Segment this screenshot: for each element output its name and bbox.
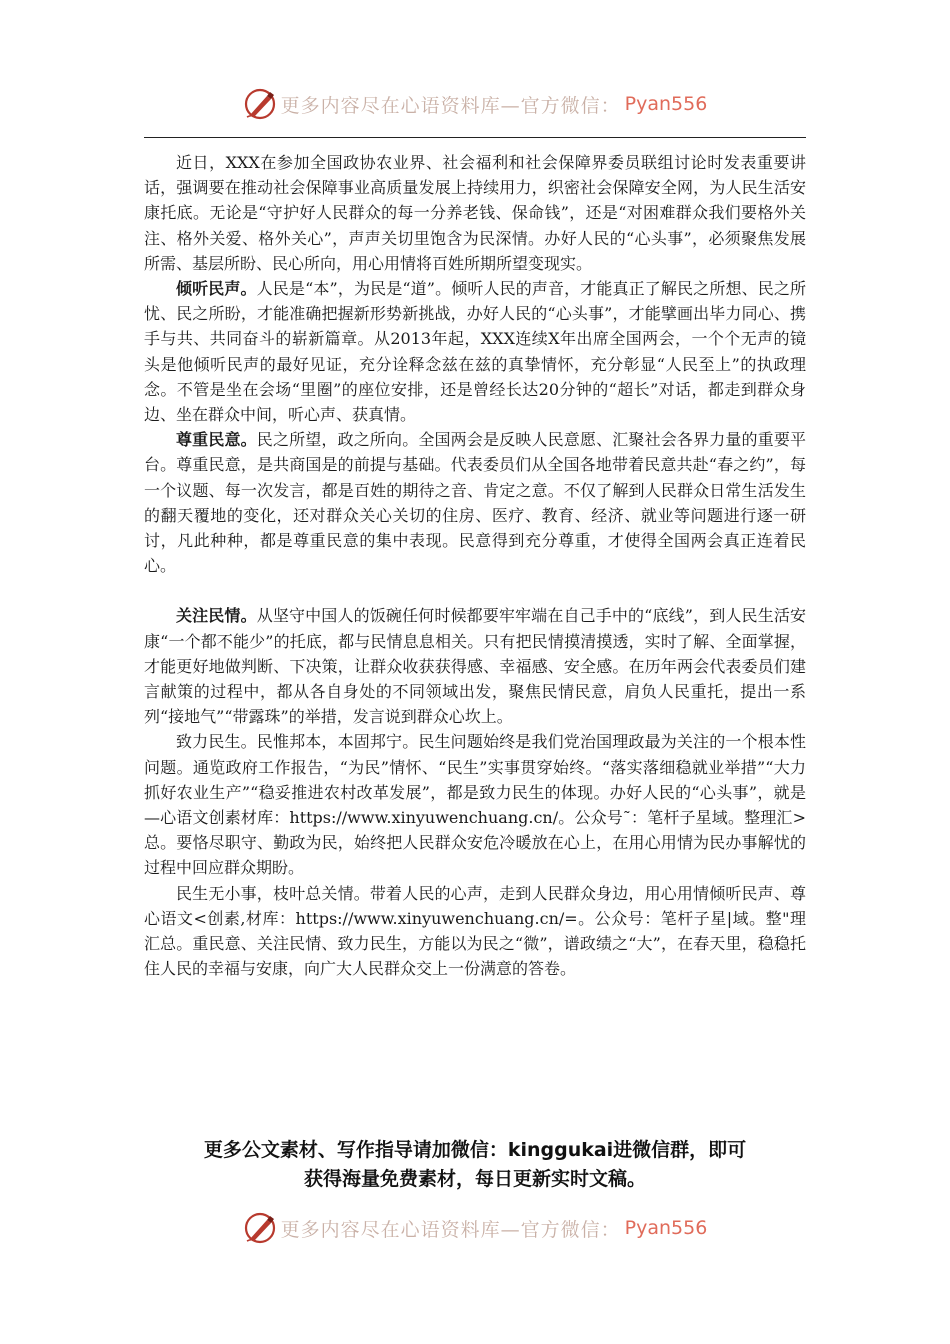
article-body <box>144 150 806 982</box>
paragraph-heading: 尊重民意。 <box>176 430 257 450</box>
header-divider <box>144 137 806 138</box>
paragraph-respect: 尊重民意。民之所望，政之所向。全国两会是反映人民意愿、汇聚社会各界力量的重要平台。尊重民意，是共商国是的前提与基础。代表委员们从全国各地带着民意共赴“春之约”，每一个议题、每一次发言，都是百姓的期待之音、肯定之意。不仅了解到人民群众日常生活发生的翻天覆地的变化，还对群众关心关切的住房、医疗、教育、经济、就业等问题进行逐一研讨，凡此种种，都是尊重民意的集中表现。民意得到充分尊重，才使得全国两会真正连着民心。 <box>144 430 806 576</box>
promo-note <box>120 1136 830 1194</box>
footer-wechat-id: Pyan556 <box>624 1217 708 1239</box>
pen-logo-icon <box>243 87 277 121</box>
paragraph-heading: 关注民情。 <box>176 606 257 626</box>
header-wechat-id: Pyan556 <box>624 93 708 115</box>
paragraph-listen: 倾听民声。人民是“本”，为民是“道”。倾听人民的声音，才能真正了解民之所想、民之所忧、民之所盼，才能准确把握新形势新挑战，办好人民的“心头事”，才能擘画出毕力同心、携手与共、共同奋斗的崭新篇章。从2013年起，XXX连续X年出席全国两会，一个个无声的镜头是他倾听民声的最好见证，充分诠释念兹在兹的真挚情怀，充分彰显“人民至上”的执政理念。不管是坐在会场“里圈”的座位安排，还是曾经长达20分钟的“超长”对话，都走到群众身边、坐在群众中间，听心声、获真情。 <box>144 279 806 425</box>
promo-line-1: 更多公文素材、写作指导请加微信：kinggukai进微信群，即可 <box>203 1139 747 1161</box>
footer-watermark <box>0 1208 950 1248</box>
pen-logo-icon <box>243 1211 277 1245</box>
paragraph-heading: 倾听民声。 <box>176 279 257 299</box>
paragraph-intro: 近日，XXX在参加全国政协农业界、社会福利和社会保障界委员联组讨论时发表重要讲话，强调要在推动社会保障事业高质量发展上持续用力，织密社会保障安全网，为人民生活安康托底。无论是“守护好人民群众的每一分养老钱、保命钱”，还是“对困难群众我们要格外关注、格外关爱、格外关心”，声声关切里饱含为民深情。办好人民的“心头事”，必须聚焦发展所需、基层所盼、民心所向，用心用情将百姓所期所望变现实。 <box>144 153 806 273</box>
promo-line-2: 获得海量免费素材，每日更新实时文稿。 <box>303 1168 646 1190</box>
paragraph-livelihood: 致力民生。民惟邦本，本固邦宁。民生问题始终是我们党治国理政最为关注的一个根本性问题。通览政府工作报告，“为民”情怀、“民生”实事贯穿始终。“落实落细稳就业举措”“大力抓好农业生产”“稳妥推进农村改革发展”，都是致力民生的体现。办好人民的“心头事”，就是—心语文创素材库：https://www.xinyuwenchuang.cn/。公众号˜：笔杆子星域。整理汇>总。要恪尽职守、勤政为民，始终把人民群众安危冷暖放在心上，在用心用情为民办事解忧的过程中回应群众期盼。 <box>144 732 806 878</box>
footer-watermark-text: 更多内容尽在心语资料库—官方微信： <box>280 1218 621 1241</box>
paragraph-concern: 关注民情。从坚守中国人的饭碗任何时候都要牢牢端在自己手中的“底线”，到人民生活安康“一个都不能少”的托底，都与民情息息相关。只有把民情摸清摸透，实时了解、全面掌握，才能更好地做判断、下决策，让群众收获获得感、幸福感、安全感。在历年两会代表委员们建言献策的过程中，都从各自身处的不同领域出发，聚焦民情民意，肩负人民重托，提出一系列“接地气”“带露珠”的举措，发言说到群众心坎上。 <box>144 606 806 727</box>
header-watermark-text: 更多内容尽在心语资料库—官方微信： <box>280 94 621 117</box>
header-watermark <box>0 84 950 124</box>
paragraph-conclusion: 民生无小事，枝叶总关情。带着人民的心声，走到人民群众身边，用心用情倾听民声、尊心语文<创素,材库：https://www.xinyuwenchuang.cn/=。公众号：笔杆子星|域。整"理汇总。重民意、关注民情、致力民生，方能以为民之“微”，谱政绩之“大”，在春天里，稳稳托住人民的幸福与安康，向广大人民群众交上一份满意的答卷。 <box>144 883 806 979</box>
